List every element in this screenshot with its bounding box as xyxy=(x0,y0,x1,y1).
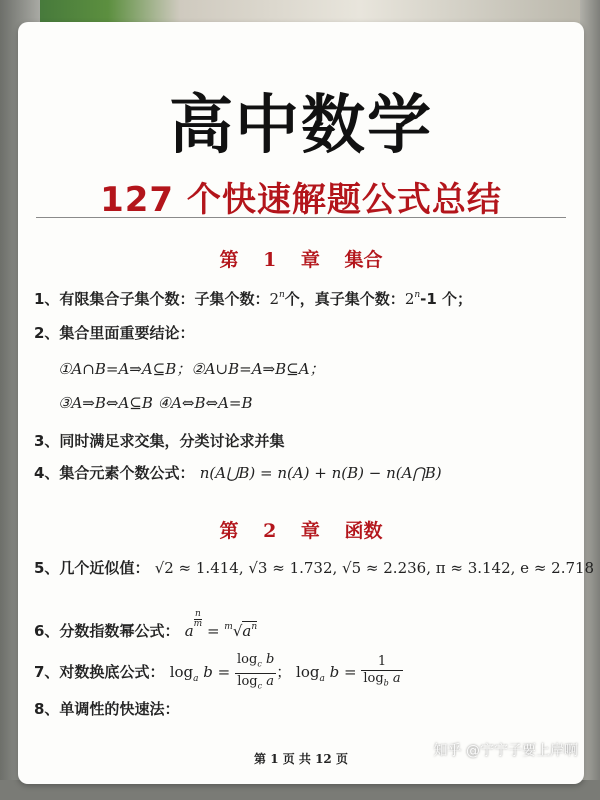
page-footer: 第 1 页 共 12 页 xyxy=(254,752,348,766)
item-4 xyxy=(34,462,442,483)
document-page xyxy=(18,22,595,784)
item-2-formula-b: ③A⇒B⇔A⊆B ④A⇔B⇔A=B xyxy=(58,394,253,412)
item-5 xyxy=(34,557,594,578)
item-1-mid: 个，真子集个数： xyxy=(284,290,405,308)
photo-background-top xyxy=(0,0,600,24)
item-8: 8、单调性的快速法： xyxy=(34,700,180,718)
item-4-formula: n(A⋃B) = n(A) + n(B) − n(A⋂B) xyxy=(199,464,442,482)
chapter-1-name: 集合 xyxy=(344,249,383,271)
chapter-2-name: 函数 xyxy=(344,520,383,542)
item-3: 3、同时满足求交集，分类讨论求并集 xyxy=(34,432,285,450)
chapter-1-heading xyxy=(18,245,584,272)
chapter-1-label: 第 1 章 xyxy=(219,249,320,271)
item-5-formula: √2 ≈ 1.414, √3 ≈ 1.732, √5 ≈ 2.236, π ≈ 3.142, e ≈ 2.718 xyxy=(154,559,595,577)
item-2-formula-a: ①A∩B=A⇒A⊆B；②A∪B=A⇒B⊆A； xyxy=(58,360,325,378)
item-7-label: 7、对数换底公式： xyxy=(34,663,165,682)
item-7-formula: $\log_a b$ = $\frac{\log_c b}{\log_c a}$ ； $\log_a b$ = $\frac{1}{\log_b a}$ xyxy=(169,652,401,691)
item-1: 1、有限集合子集个数：子集个数：2$^n$个，真子集个数：2$^n$-1 个； xyxy=(34,290,473,308)
item-2: 2、集合里面重要结论： xyxy=(34,324,195,342)
chapter-2-heading xyxy=(18,516,584,543)
item-1-label: 1、有限集合子集个数：子集个数： xyxy=(34,290,270,308)
divider xyxy=(36,217,566,218)
chapter-2-label: 第 2 章 xyxy=(219,520,320,542)
page-subtitle: 127 个快速解题公式总结 xyxy=(100,180,502,220)
item-6 xyxy=(34,610,257,641)
watermark: 知乎 @宁宁子要上岸啊 xyxy=(433,743,578,759)
item-7 xyxy=(34,652,403,694)
item-4-label: 4、集合元素个数公式： xyxy=(34,464,195,482)
item-6-formula: a $\frac{n}{m}$ = $^m√a^n$ xyxy=(184,609,258,640)
item-6-label: 6、分数指数幂公式： xyxy=(34,622,180,640)
item-5-label: 5、几个近似值： xyxy=(34,559,150,577)
item-1-end: -1 个； xyxy=(420,290,473,308)
page-title: 高中数学 xyxy=(169,89,433,163)
